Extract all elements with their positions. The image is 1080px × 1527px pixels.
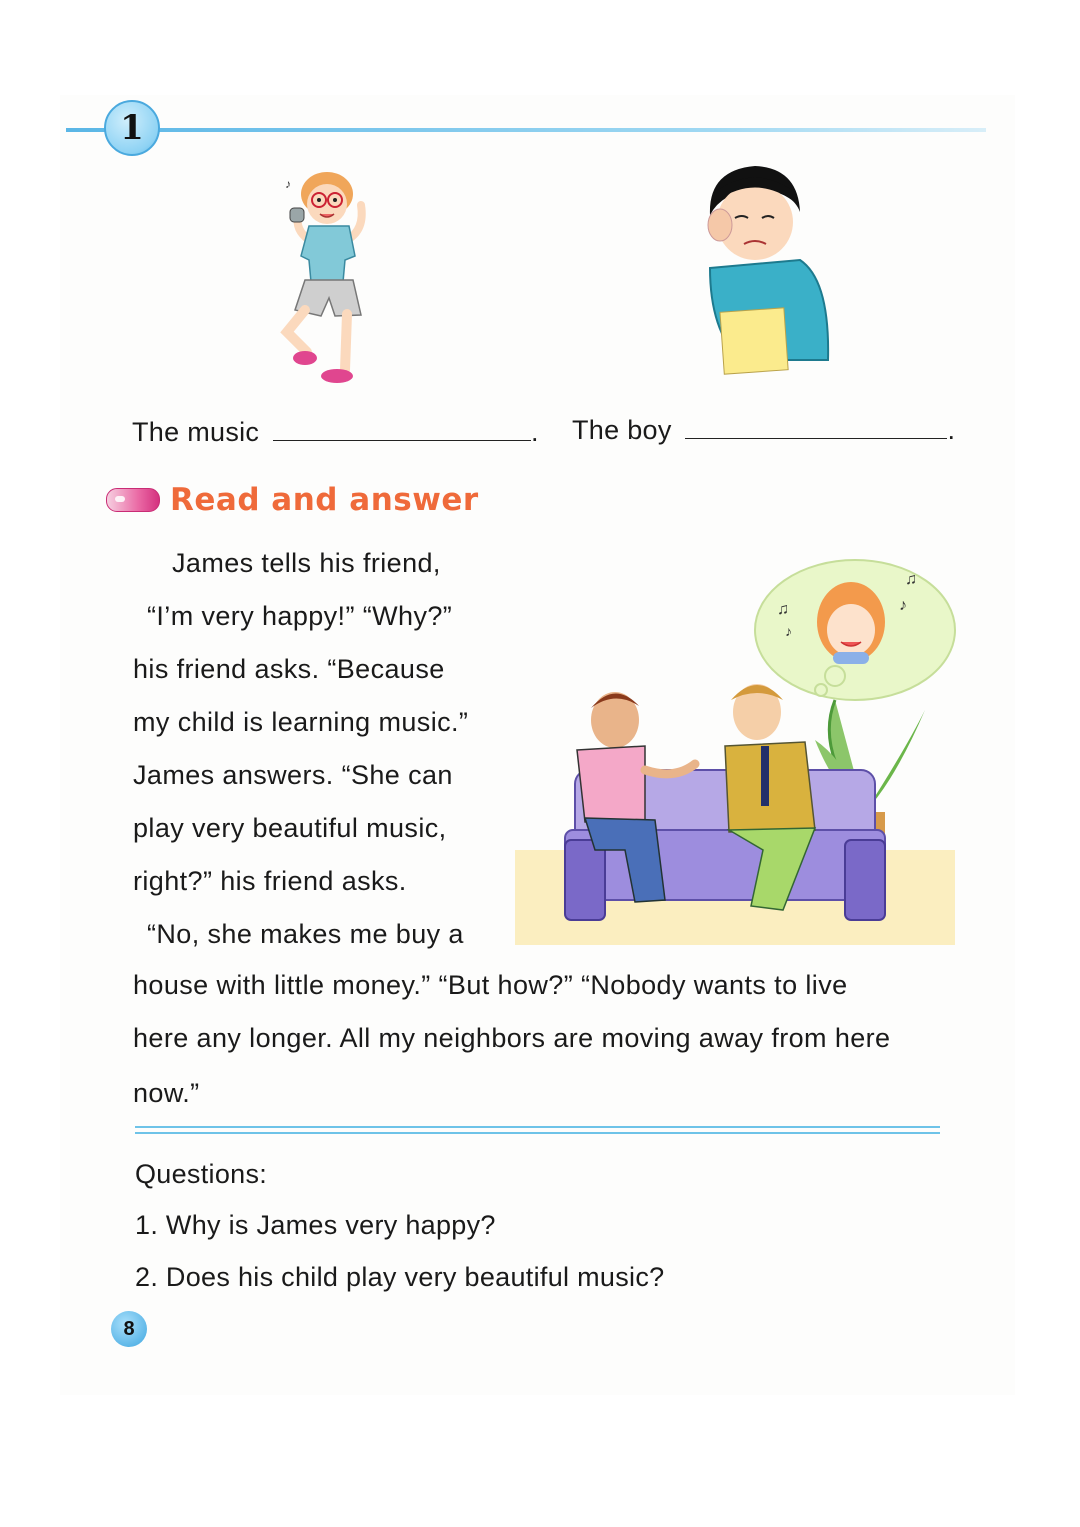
section-number-badge: 1 [104,100,160,156]
story-line-5: James answers. “She can [133,760,453,790]
music-prompt: The music [132,417,260,447]
story-line-4: my child is learning music.” [133,707,469,737]
questions-divider [135,1126,940,1134]
sofa-conversation-illustration [515,550,960,950]
story-line-9: house with little money.” “But how?” “Nobody wants to live [133,970,848,1000]
story-line-10: here any longer. All my neighbors are moving away from here [133,1023,891,1053]
story-line-3: his friend asks. “Because [133,654,445,684]
questions-title: Questions: [135,1159,268,1189]
music-fill-in [132,416,539,448]
svg-text:♪: ♪ [785,623,792,639]
read-and-answer-header [106,482,479,518]
question-2: 2. Does his child play very beautiful music? [135,1262,665,1292]
pill-icon [106,488,160,512]
section-rule [66,128,986,132]
svg-text:♪: ♪ [899,597,907,614]
story-line-6: play very beautiful music, [133,813,447,843]
boy-period: . [947,415,956,445]
story-line-11: now.” [133,1078,200,1108]
story-line-8: “No, she makes me buy a [147,919,464,949]
svg-text:♫: ♫ [905,571,917,588]
question-1: 1. Why is James very happy? [135,1210,496,1240]
boy-prompt: The boy [572,415,672,445]
svg-text:♫: ♫ [777,601,789,618]
dancing-boy-illustration [265,160,385,390]
story-line-2: “I’m very happy!” “Why?” [147,601,453,631]
section-heading: Read and answer [170,482,479,518]
boy-answer-blank[interactable] [685,414,947,439]
svg-text:♪: ♪ [285,177,291,191]
music-period: . [531,417,539,447]
story-line-7: right?” his friend asks. [133,866,407,896]
boy-fill-in [572,414,955,446]
story-line-1: James tells his friend, [172,548,441,578]
music-answer-blank[interactable] [273,416,531,441]
annoyed-boy-illustration [700,160,840,380]
page-number-badge: 8 [111,1311,147,1347]
